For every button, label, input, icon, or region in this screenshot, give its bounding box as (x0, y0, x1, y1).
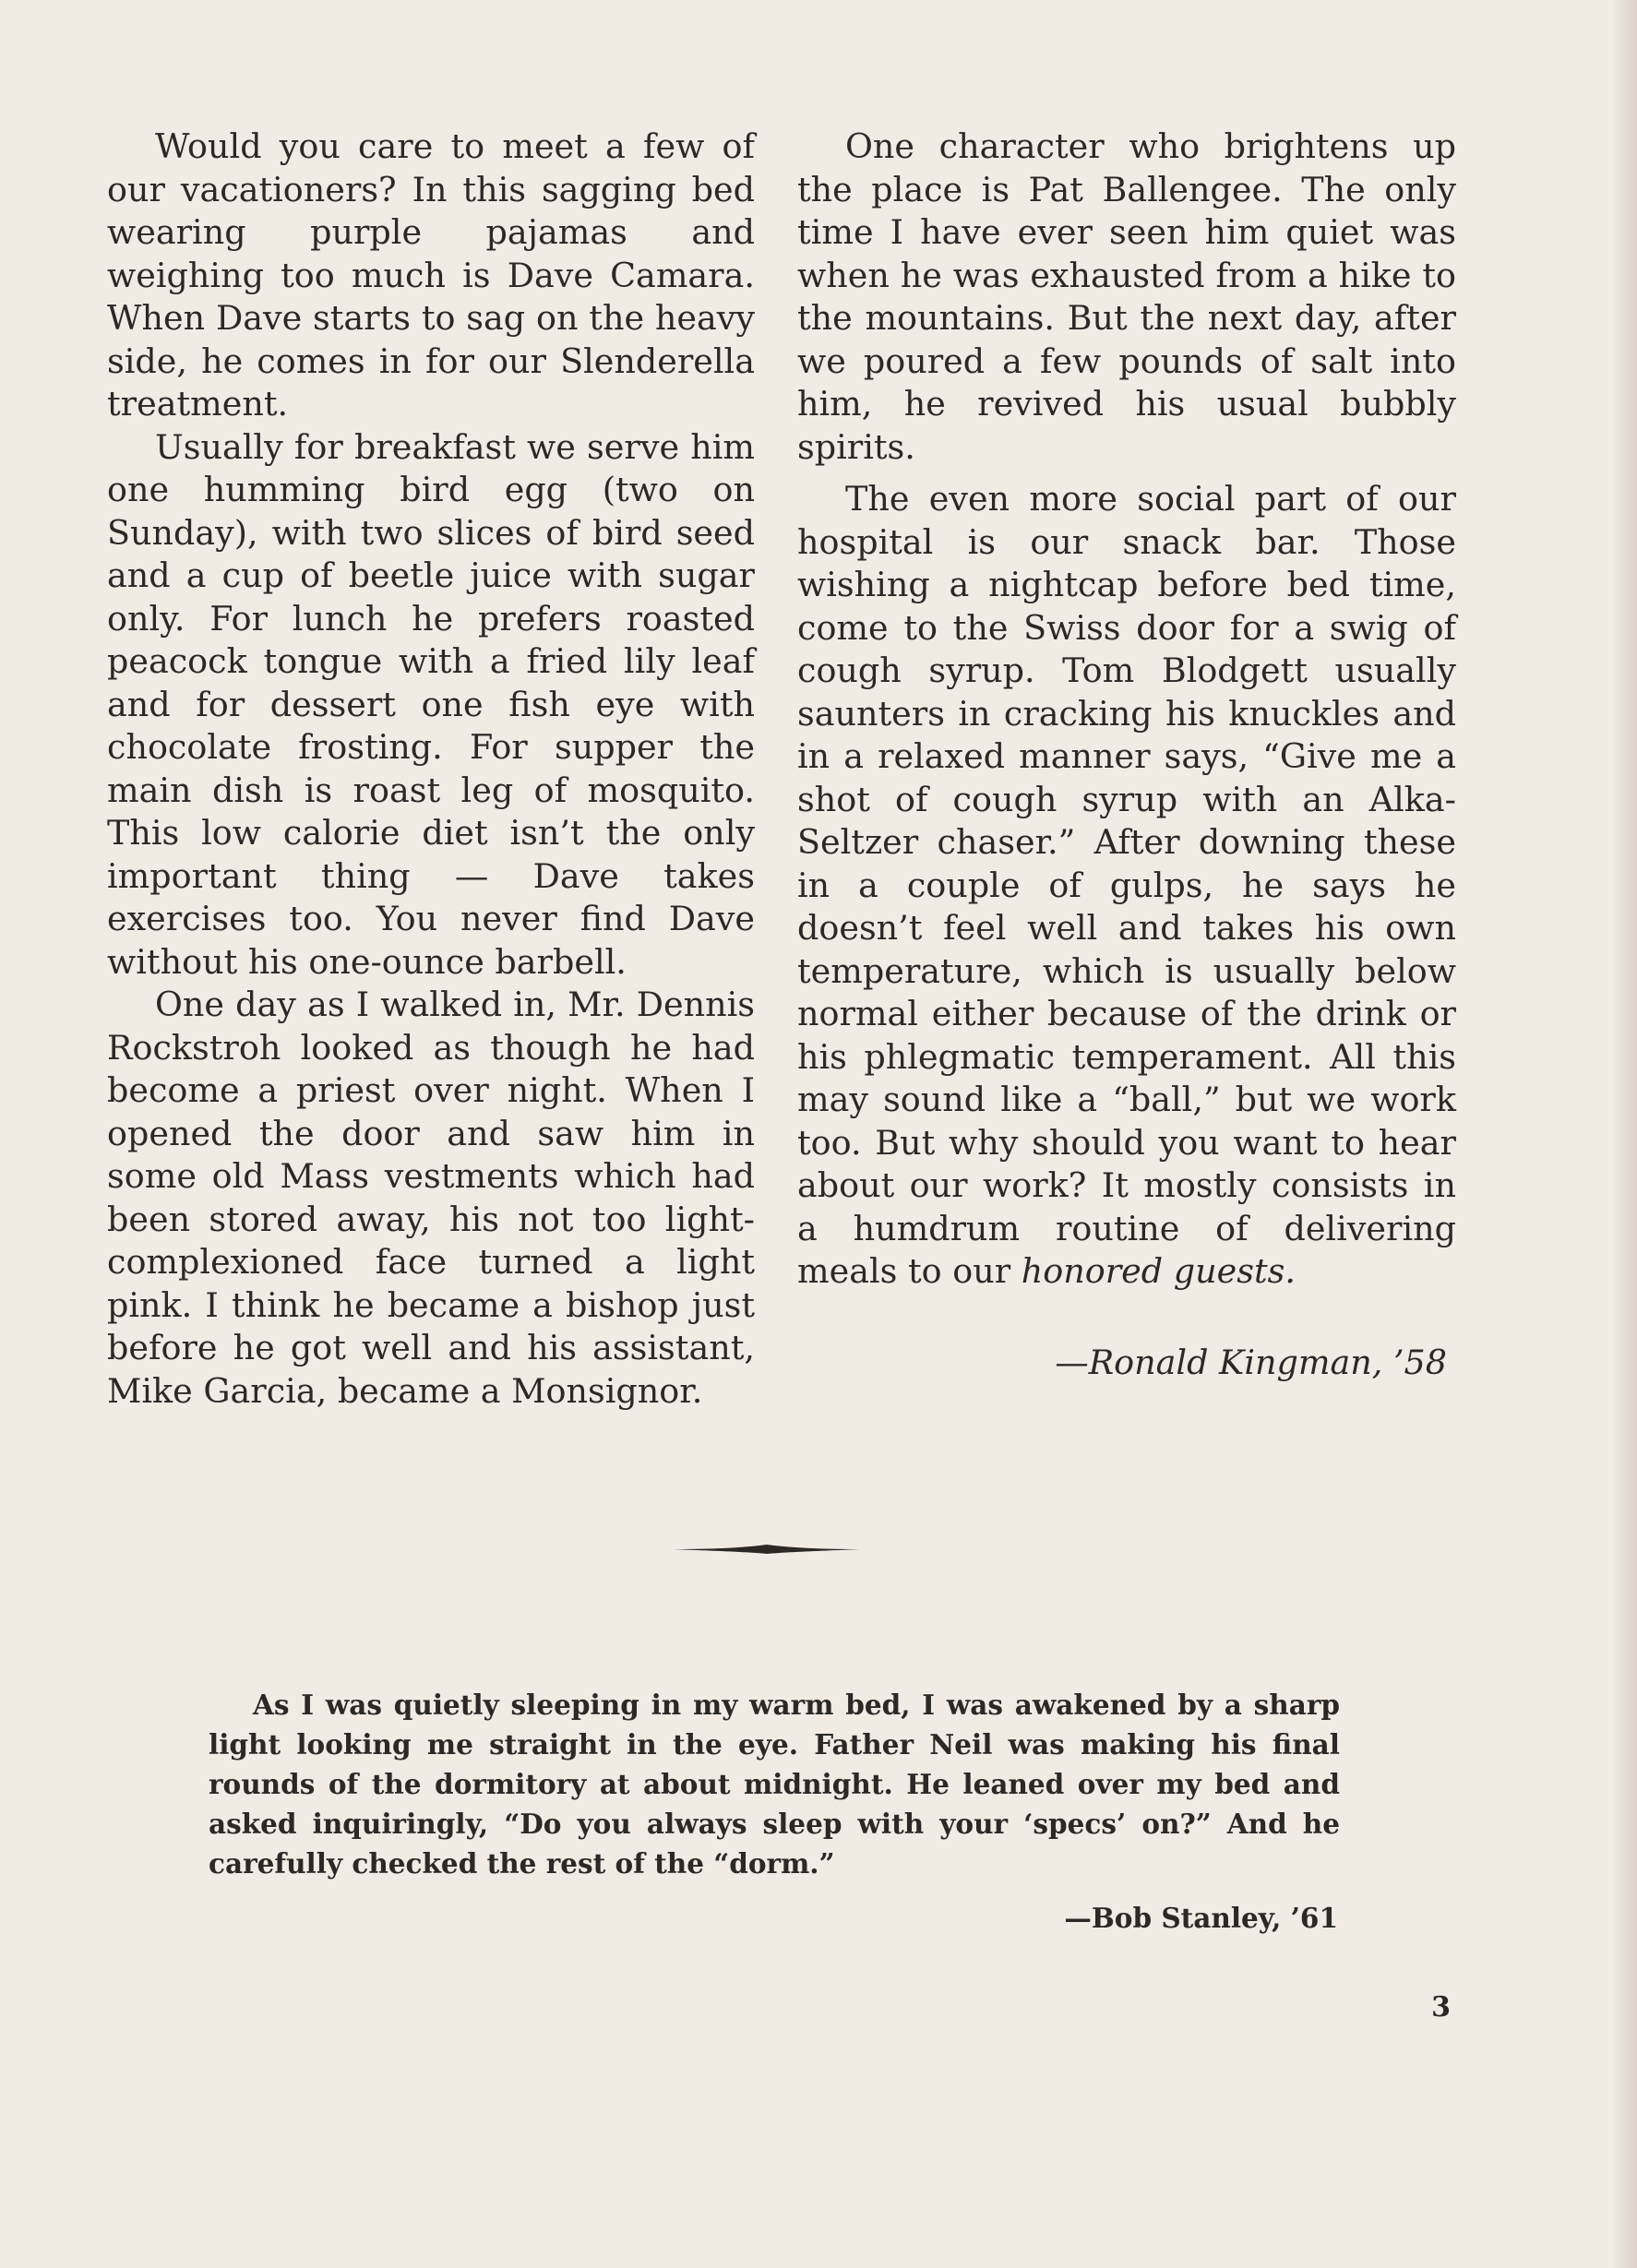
right-paragraph-2-text: The even more social part of our hospital is our snack bar. Those wishing a nightcap before bed time, come to the Swiss door for a swig of cough syrup. Tom Blodgett usually saunters in cracking his knuckles and in a relaxed manner says, “Give me a shot of cough syrup with an Alka-Seltzer chaser.” After downing these in a couple of gulps, he says he doesn’t feel well and takes his own temperature, which is usually below normal either because of the drink or his phlegmatic temperament. All this may sound like a “ball,” but we work too. But why should you want to hear about our work? It mostly consists in a humdrum routine of delivering meals to our (797, 479, 1456, 1291)
anecdote-byline: —Bob Stanley, ’61 (1064, 1902, 1338, 1934)
ornamental-divider (672, 1543, 862, 1556)
left-paragraph-3: One day as I walked in, Mr. Dennis Rockstroh looked as though he had become a priest over night. When I opened the door and saw him in some old Mass vestments which had been stored away, his not too light-complexioned face turned a light pink. I think he became a bishop just before he got well and his assistant, Mike Garcia, became a Monsignor. (107, 985, 755, 1411)
left-article-column (107, 125, 755, 1413)
anecdote-text: As I was quietly sleeping in my warm bed, I was awakened by a sharp light looking me straight in the eye. Father Neil was making his final rounds of the dormitory at about midnight. He leaned over my bed and asked inquiringly, “Do you always sleep with your ‘specs’ on?” And he carefully checked the rest of the “dorm.” (209, 1689, 1340, 1880)
italic-ending: honored guests. (1021, 1251, 1296, 1291)
right-paragraph-1: One character who brightens up the place is Pat Ballengee. The only time I have ever seen him quiet was when he was exhausted from a hike to the mountains. But the next day, after we poured a few pounds of salt into him, he revived his usual bubbly spirits. (797, 126, 1456, 467)
page-number: 3 (1431, 1991, 1451, 2023)
left-paragraph-1: Would you care to meet a few of our vacationers? In this sagging bed wearing purple pajamas and weighing too much is Dave Camara. When Dave starts to sag on the heavy side, he comes in for our Slenderella treatment. (107, 126, 755, 424)
right-article-column (797, 125, 1456, 1393)
page-edge-shadow (1611, 0, 1637, 2268)
left-paragraph-2: Usually for breakfast we serve him one humming bird egg (two on Sunday), with two slices of bird seed and a cup of beetle juice with sugar only. For lunch he prefers roasted peacock tongue with a fried lily leaf and for dessert one fish eye with chocolate frosting. For supper the main dish is roast leg of mosquito. This low calorie diet isn’t the only important thing — Dave takes exercises too. You never find Dave without his one-ounce barbell. (107, 426, 755, 982)
article-signature: —Ronald Kingman, ’58 (1055, 1342, 1447, 1382)
anecdote-box (209, 1685, 1340, 1938)
right-paragraph-2 (797, 478, 1456, 1294)
